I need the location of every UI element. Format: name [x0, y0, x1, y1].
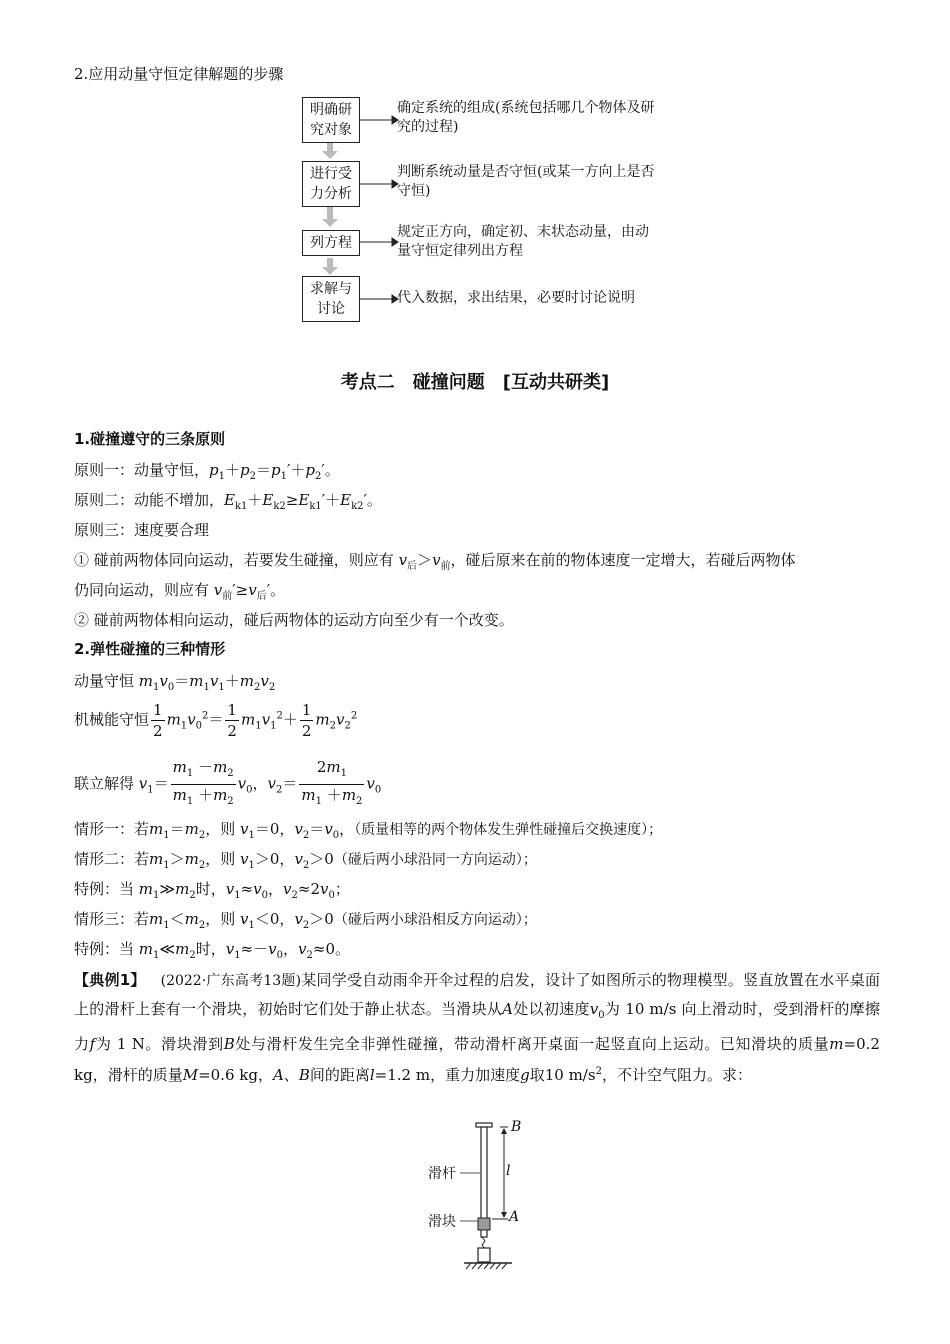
- example-text-8: 直向上运动。已知滑块的质量: [626, 1035, 830, 1053]
- condition-1-text-b: ，碰后原来在前的物体速度一定增大，若碰后两物体: [450, 551, 796, 569]
- case-2: 情形二：若$m_1>m_2$，则 $v_1>0$，$v_2>0$（碰后两小球沿同一方向运动）；: [74, 850, 537, 871]
- condition-1-text-c: 仍同向运动，则应有: [74, 581, 210, 599]
- example-text-9: =0.2 kg，滑杆的质量: [74, 1035, 880, 1084]
- special-case-1: 特例：当 $m_1≫m_2$时，$v_1\approx v_0$，$v_2\approx 2v_0$；: [74, 880, 350, 901]
- step-desc-3: 规定正方向，确定初、末状态动量，由动量守恒定律列出方程: [397, 224, 649, 259]
- principle-3: 原则三：速度要合理: [74, 521, 210, 539]
- case-1-label: 情形一：若: [74, 820, 150, 838]
- figure-label-block: 滑块: [428, 1214, 456, 1230]
- energy-conservation: 机械能守恒 $\frac{1}{2}$ $m_1v_0^2=$ $\frac{1}{2}$ $m_1v_1^2+$ $\frac{1}{2}$ $m_2v_2^2$: [74, 701, 358, 740]
- example-problem: 【典例1】 (2022·广东高考13题)某同学受自动雨伞开伞过程的启发，设计了如图所示的物理模型。竖直放置在水平桌面上的滑杆上套有一个滑块，初始时它们处于静止状态。当滑块从A处以初速度$v_0$为 10 m/s 向上滑动时，受到滑杆的摩擦力f为 1 N。滑块滑到B处与滑杆发生完全非弹性碰撞，带动滑杆离开桌面一起竖直向上运动。已知滑块的质量m=0.2 kg，滑杆的质量M=0.6 kg，A、B间的距离l=1.2 m，重力加速度g取10 $m/s^2$，不计空气阻力。求：: [74, 971, 880, 1084]
- step-desc-1: 确定系统的组成(系统包括哪几个物体及研究的过程): [397, 100, 655, 135]
- principle-1: 原则一：动量守恒，$p_1+p_2=p_1'+p_2'$。: [74, 461, 340, 482]
- momentum-conservation: 动量守恒 $m_1v_0=m_1v_1+m_2v_2$: [74, 672, 276, 693]
- energy-label: 机械能守恒: [74, 710, 150, 729]
- case-2-label: 情形二：若: [74, 850, 150, 868]
- example-text-13: 取: [529, 1066, 545, 1084]
- rod-block-figure: [420, 1118, 540, 1274]
- example-text-2: 放置在水平桌面上的滑杆上套有一个滑块，初始时它们处于静止状态。当滑块从: [74, 971, 880, 1018]
- special-case-2: 特例：当 $m_1≪m_2$时，$v_1\approx-v_0$，$v_2\approx 0$。: [74, 940, 351, 961]
- case-1-note: （质量相等的两个物体发生弹性碰撞后交换速度）；: [354, 822, 663, 838]
- case-3-note: （碰后两小球沿相反方向运动）；: [333, 912, 537, 928]
- step-desc-4: 代入数据，求出结果，必要时讨论说明: [397, 290, 635, 306]
- step-box-4-line1: 求解与: [310, 281, 352, 297]
- section-heading-steps: 2.应用动量守恒定律解题的步骤: [74, 65, 284, 83]
- figure-label-rod: 滑杆: [428, 1166, 456, 1182]
- case-3: 情形三：若$m_1<m_2$，则 $v_1<0$，$v_2>0$（碰后两小球沿相反方向运动）；: [74, 910, 537, 931]
- case-2-note: （碰后两小球沿同一方向运动）；: [333, 852, 537, 868]
- example-tag: 【典例1】: [74, 971, 146, 989]
- flow-arrows: [300, 95, 400, 325]
- figure-label-A: A: [509, 1209, 520, 1225]
- step-box-1-line1: 明确研: [310, 102, 352, 118]
- example-text-12: =1.2 m，重力加速度: [374, 1066, 521, 1084]
- example-text-6: 为 1 N。滑块滑到: [95, 1035, 224, 1053]
- step-box-2-line1: 进行受: [310, 166, 352, 182]
- case-1: 情形一：若$m_1=m_2$，则 $v_1=0$，$v_2=v_0$，（质量相等的两个物体发生弹性碰撞后交换速度）；: [74, 820, 663, 841]
- principle-2: 原则二：动能不增加，$E_{k1}+E_{k2}\ge E_{k1}'+E_{k2}'$。: [74, 491, 382, 512]
- example-text-14: 10 m/s: [544, 1066, 596, 1084]
- example-text-5: 上滑动时，受到滑杆的摩擦力: [74, 1000, 880, 1053]
- condition-1-line1: ① 碰前两物体同向运动，若要发生碰撞，则应有 $v_后>v_前$，碰后原来在前的物体速度一定增大，若碰后两物体: [74, 551, 796, 572]
- condition-1-line2: 仍同向运动，则应有 $v_前'\ge v_后'$。: [74, 581, 286, 602]
- solution-formula: 联立解得 $v_1=$ $\frac{m_1 -m_2}{m_1 +m_2}$ $v_0$，$v_2=$ $\frac{2m_1}{m_1 +m_2}$ $v_0$: [74, 758, 382, 807]
- example-text-4: 为 10 m/s 向: [604, 1000, 697, 1018]
- figure-label-B: B: [511, 1119, 522, 1135]
- heading-elastic-cases: 2.弹性碰撞的三种情形: [74, 640, 226, 658]
- case-3-label: 情形三：若: [74, 910, 150, 928]
- step-box-1-line2: 究对象: [310, 122, 352, 138]
- example-text-11: 间的距离: [309, 1066, 370, 1084]
- momentum-label: 动量守恒: [74, 672, 135, 690]
- solve-label: 联立解得: [74, 774, 135, 793]
- section-title-collision: 考点二 碰撞问题 [互动共研类]: [340, 372, 610, 393]
- principle-2-label: 原则二：动能不增加，: [74, 491, 225, 509]
- special-2-label: 特例：当: [74, 940, 135, 958]
- step-box-3-line1: 列方程: [310, 235, 352, 251]
- example-text-15: ，不计空气阻力。求：: [601, 1066, 752, 1084]
- example-text-7: 处与滑杆发生完全非弹性碰撞，带动滑杆离开桌面一起竖: [234, 1035, 627, 1053]
- example-text-3: 处以初速度: [513, 1000, 590, 1018]
- heading-three-principles: 1.碰撞遵守的三条原则: [74, 430, 226, 448]
- example-source: (2022·广东高考13题): [160, 973, 302, 989]
- example-text-10: =0.6 kg，: [198, 1066, 273, 1084]
- example-text-1: 某同学受自动雨伞开伞过程的启发，设计了如图所示的物理模型。竖直: [301, 971, 774, 989]
- step-box-2-line2: 力分析: [310, 186, 352, 202]
- condition-2: ② 碰前两物体相向运动，碰后两物体的运动方向至少有一个改变。: [74, 611, 514, 629]
- principle-1-label: 原则一：动量守恒，: [74, 461, 210, 479]
- step-box-4-line2: 讨论: [317, 301, 345, 317]
- figure-label-l: l: [506, 1163, 511, 1179]
- special-1-label: 特例：当: [74, 880, 135, 898]
- step-desc-2: 判断系统动量是否守恒(或某一方向上是否守恒): [397, 164, 655, 199]
- condition-1-text-a: ① 碰前两物体同向运动，若要发生碰撞，则应有: [74, 551, 394, 569]
